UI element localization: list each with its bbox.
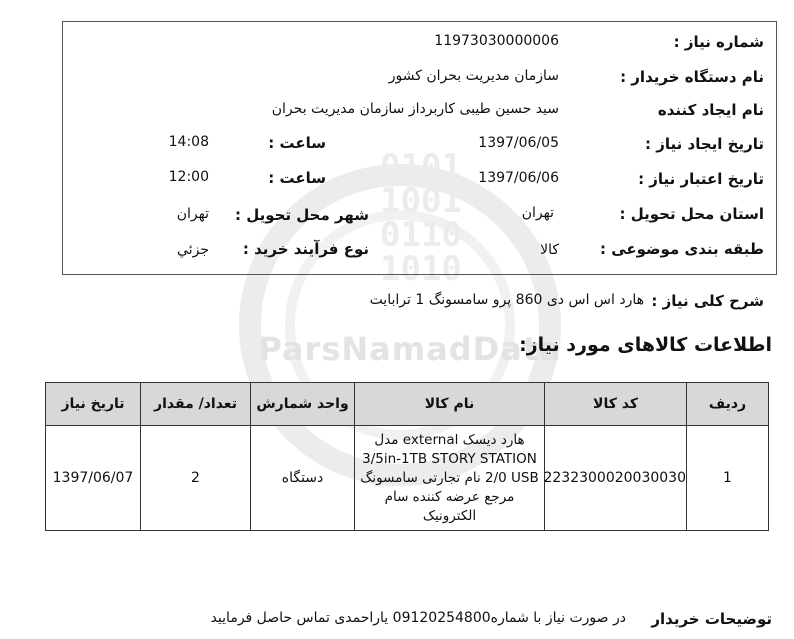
need-number-value: 11973030000006 bbox=[434, 33, 559, 49]
header-name: نام کالا bbox=[355, 383, 545, 426]
creator-label: نام ایجاد کننده bbox=[657, 101, 764, 119]
items-section-title: اطلاعات کالاهای مورد نیاز: bbox=[519, 334, 772, 356]
category-value: کالا bbox=[540, 242, 559, 258]
cell-unit: دستگاه bbox=[251, 426, 355, 531]
process-label: نوع فرآیند خرید : bbox=[242, 240, 369, 258]
created-date-value: 1397/06/05 bbox=[478, 135, 559, 151]
buyer-org-value: سازمان مدیریت بحران کشور bbox=[388, 68, 559, 84]
header-date: تاریخ نیاز bbox=[46, 383, 141, 426]
header-unit: واحد شمارش bbox=[251, 383, 355, 426]
need-number-label: شماره نیاز : bbox=[673, 33, 764, 51]
summary-value: هارد اس اس دی 860 پرو سامسونگ 1 ترابایت bbox=[369, 292, 644, 308]
items-table bbox=[45, 382, 769, 531]
process-value: جزئي bbox=[177, 242, 209, 258]
header-qty: تعداد/ مقدار bbox=[141, 383, 251, 426]
creator-value: سید حسین طیبی کاربرداز سازمان مدیریت بحران bbox=[271, 101, 559, 117]
buyer-notes-value: در صورت نیاز با شماره09120254800 یاراحمدی تماس حاصل فرمایید bbox=[210, 610, 626, 626]
cell-qty: 2 bbox=[141, 426, 251, 531]
watermark-brand: ParsNamadData bbox=[258, 330, 562, 368]
table-row bbox=[46, 426, 769, 531]
valid-date-label: تاریخ اعتبار نیاز : bbox=[638, 170, 764, 188]
province-label: استان محل تحویل : bbox=[619, 205, 764, 223]
category-label: طبقه بندی موضوعی : bbox=[600, 240, 764, 258]
watermark-digits: 0101 1001 0110 1010 bbox=[380, 147, 462, 289]
table-header-row bbox=[46, 383, 769, 426]
buyer-org-label: نام دستگاه خریدار : bbox=[620, 68, 764, 86]
cell-name: هارد دیسک external مدل 3/5in-1TB STORY STATION 2/0 USB نام تجارتی سامسونگ مرجع عرضه کننده سام الکترونیک bbox=[355, 426, 545, 531]
created-time-value: 14:08 bbox=[168, 134, 209, 150]
province-value: تهران bbox=[521, 205, 554, 221]
valid-time-label: ساعت : bbox=[268, 169, 326, 187]
valid-date-value: 1397/06/06 bbox=[478, 170, 559, 186]
header-index: ردیف bbox=[687, 383, 769, 426]
city-value: تهران bbox=[176, 206, 209, 222]
header-code: کد کالا bbox=[545, 383, 687, 426]
cell-date: 1397/06/07 bbox=[46, 426, 141, 531]
cell-index: 1 bbox=[687, 426, 769, 531]
summary-label: شرح کلی نیاز : bbox=[651, 292, 764, 310]
city-label: شهر محل تحویل : bbox=[234, 206, 369, 224]
created-time-label: ساعت : bbox=[268, 134, 326, 152]
created-date-label: تاریخ ایجاد نیاز : bbox=[645, 135, 764, 153]
buyer-notes-label: توضیحات خریدار bbox=[651, 610, 772, 628]
valid-time-value: 12:00 bbox=[168, 169, 209, 185]
cell-code: 2232300020030030 bbox=[545, 426, 687, 531]
